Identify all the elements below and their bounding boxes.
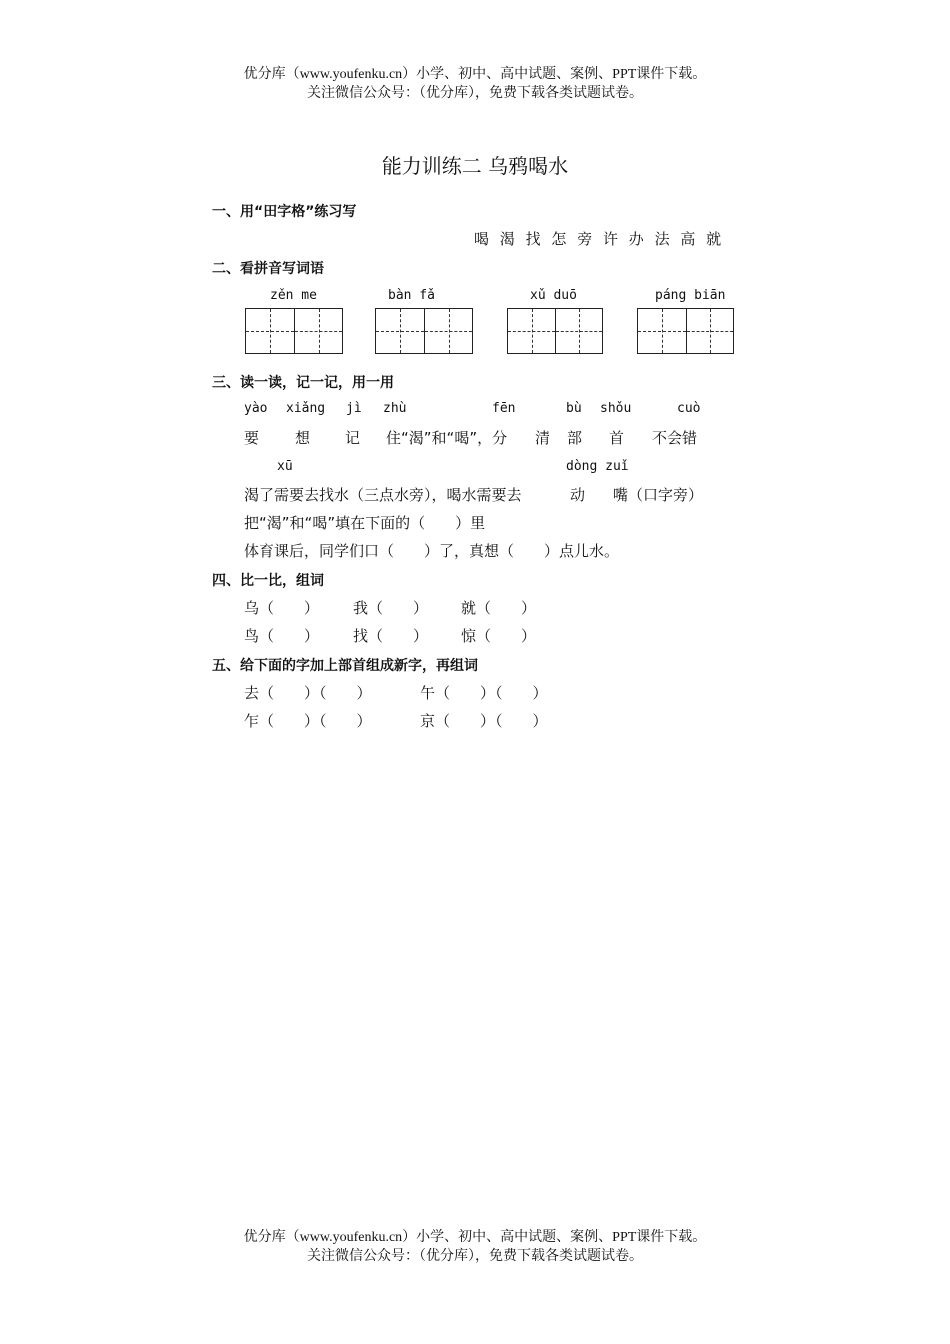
grid-cell[interactable] [424, 309, 472, 353]
hanzi-text: 首 [609, 429, 625, 447]
hanzi-text: 清 [535, 429, 551, 447]
pinyin-label: jì [346, 401, 362, 416]
pinyin-label: yào [244, 401, 268, 416]
hanzi-text: 记 [345, 429, 361, 447]
practice-char: 旁 [577, 230, 593, 248]
writing-grid[interactable] [507, 308, 603, 354]
grid-cell[interactable] [294, 309, 342, 353]
pinyin-label: zěn me [270, 288, 317, 303]
radical-item: 午（ ）（ ） [420, 684, 548, 702]
pinyin-label: shǒu [600, 401, 632, 416]
section-2-heading: 二、看拼音写词语 [212, 261, 324, 277]
pinyin-label: zhù [383, 401, 407, 416]
footer-line-2: 关注微信公众号：（优分库），免费下载各类试题试卷。 [307, 1249, 643, 1264]
radical-item: 去（ ）（ ） [244, 684, 372, 702]
section-1-heading: 一、用“田字格”练习写 [212, 204, 357, 220]
compare-item: 乌（ ） [244, 599, 320, 617]
section-5-heading: 五、给下面的字加上部首组成新字，再组词 [212, 658, 478, 674]
pinyin-label: fēn [492, 401, 516, 416]
compare-item: 找（ ） [353, 627, 429, 645]
practice-char: 高 [680, 230, 696, 248]
sentence-word: 嘴（口字旁） [613, 486, 704, 504]
header-line-1: 优分库（www.youfenku.cn）小学、初中、高中试题、案例、PPT课件下载。 [243, 67, 707, 82]
compare-item: 鸟（ ） [244, 627, 320, 645]
practice-chars [474, 228, 727, 249]
pinyin-label: bàn fǎ [388, 288, 435, 303]
practice-char: 法 [654, 230, 670, 248]
grid-cell[interactable] [686, 309, 734, 353]
sentence-word: 动 [570, 486, 586, 504]
pinyin-label: xiǎng [286, 401, 326, 416]
hanzi-text: 部 [567, 429, 583, 447]
section-4-heading: 四、比一比，组词 [212, 573, 324, 589]
pinyin-label: dòng zuǐ [566, 459, 629, 474]
hanzi-text: 不会错 [652, 429, 698, 447]
grid-cell[interactable] [376, 309, 424, 353]
compare-item: 就（ ） [461, 599, 537, 617]
grid-cell[interactable] [638, 309, 686, 353]
radical-item: 京（ ）（ ） [420, 712, 548, 730]
pinyin-label: bù [566, 401, 582, 416]
hanzi-text: 要 [244, 429, 260, 447]
grid-cell[interactable] [508, 309, 555, 353]
sentence-line: 体育课后，同学们口（ ）了，真想（ ）点儿水。 [244, 542, 620, 560]
pinyin-label: páng biān [655, 288, 726, 303]
compare-item: 我（ ） [353, 599, 429, 617]
sentence-line: 把“渴”和“喝”填在下面的（ ）里 [244, 514, 486, 532]
pinyin-label: xū [277, 459, 293, 474]
practice-char: 办 [628, 230, 644, 248]
footer-line-1: 优分库（www.youfenku.cn）小学、初中、高中试题、案例、PPT课件下载。 [243, 1230, 707, 1245]
practice-char: 喝 [474, 230, 490, 248]
writing-grid[interactable] [245, 308, 343, 354]
writing-grid[interactable] [637, 308, 734, 354]
practice-char: 渴 [499, 230, 515, 248]
practice-char: 怎 [551, 230, 567, 248]
page-title: 能力训练二 乌鸦喝水 [381, 154, 569, 178]
hanzi-text: 住“渴”和“喝”，分 [386, 429, 508, 447]
grid-cell[interactable] [555, 309, 602, 353]
compare-item: 惊（ ） [461, 627, 537, 645]
header-line-2: 关注微信公众号：（优分库），免费下载各类试题试卷。 [307, 86, 643, 101]
practice-char: 找 [525, 230, 541, 248]
pinyin-label: cuò [677, 401, 701, 416]
section-3-heading: 三、读一读，记一记，用一用 [212, 375, 394, 391]
writing-grid[interactable] [375, 308, 473, 354]
hanzi-text: 想 [295, 429, 311, 447]
sentence-line: 渴了需要去找水（三点水旁），喝水需要去 [244, 486, 522, 504]
practice-char: 就 [706, 230, 722, 248]
radical-item: 乍（ ）（ ） [244, 712, 372, 730]
practice-char: 许 [602, 230, 618, 248]
pinyin-label: xǔ duō [530, 288, 577, 303]
grid-cell[interactable] [246, 309, 294, 353]
